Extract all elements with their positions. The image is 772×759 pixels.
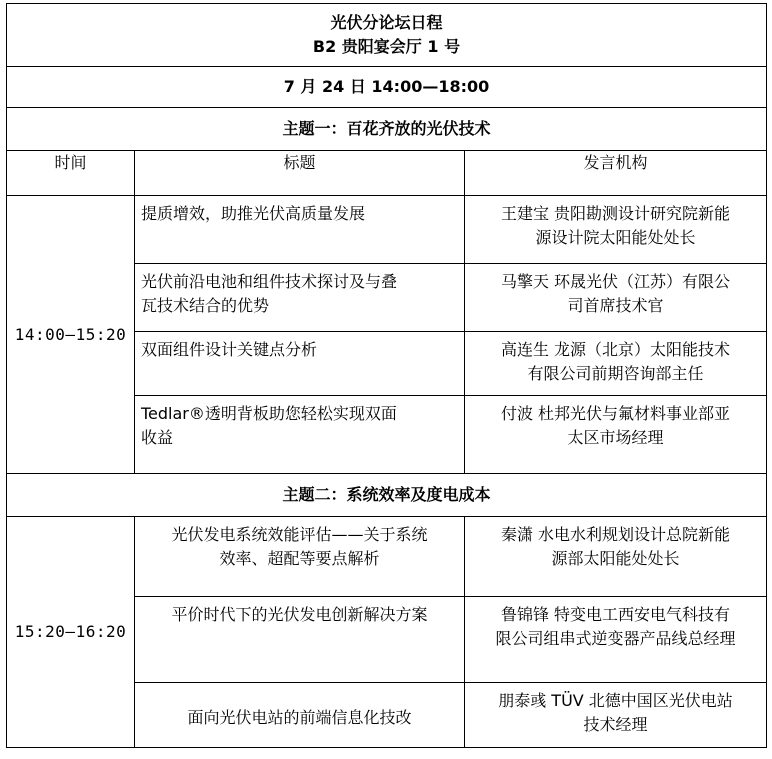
theme-row [7,108,767,151]
speaker-org: 秦潇 水电水利规划设计总院新能 源部太阳能处处长 [465,517,767,597]
theme-1-title: 主题一：百花齐放的光伏技术 [7,108,767,151]
theme-2-title: 主题二：系统效率及度电成本 [7,474,767,517]
column-header-speaker: 发言机构 [465,151,767,196]
title-row [7,4,767,67]
date-row [7,67,767,108]
session-time: 15:20—16:20 [7,517,135,748]
talk-title: 光伏发电系统效能评估——关于系统 效率、超配等要点解析 [135,517,465,597]
column-header-time: 时间 [7,151,135,196]
column-header-title: 标题 [135,151,465,196]
speaker-org: 马擎天 环晟光伏（江苏）有限公 司首席技术官 [465,264,767,332]
speaker-org: 付波 杜邦光伏与氟材料事业部亚 太区市场经理 [465,396,767,474]
talk-title: 平价时代下的光伏发电创新解决方案 [135,597,465,683]
venue: B2 贵阳宴会厅 1 号 [312,37,461,56]
talk-title: 双面组件设计关键点分析 [135,332,465,396]
schedule-table [6,3,767,748]
talk-title: 光伏前沿电池和组件技术探讨及与叠 瓦技术结合的优势 [135,264,465,332]
title-cell [7,4,767,67]
talk-title: Tedlar®透明背板助您轻松实现双面 收益 [135,396,465,474]
theme-row [7,474,767,517]
talk-title: 提质增效，助推光伏高质量发展 [135,196,465,264]
speaker-org: 高连生 龙源（北京）太阳能技术 有限公司前期咨询部主任 [465,332,767,396]
table-row [7,196,767,264]
date-time: 7 月 24 日 14:00—18:00 [7,67,767,108]
schedule-title: 光伏分论坛日程 [330,13,443,32]
column-header-row [7,151,767,196]
speaker-org: 鲁锦锋 特变电工西安电气科技有 限公司组串式逆变器产品线总经理 [465,597,767,683]
speaker-org: 王建宝 贵阳勘测设计研究院新能 源设计院太阳能处处长 [465,196,767,264]
talk-title: 面向光伏电站的前端信息化技改 [135,683,465,748]
speaker-org: 朋泰彧 TÜV 北德中国区光伏电站 技术经理 [465,683,767,748]
table-row [7,517,767,597]
session-time: 14:00—15:20 [7,196,135,474]
